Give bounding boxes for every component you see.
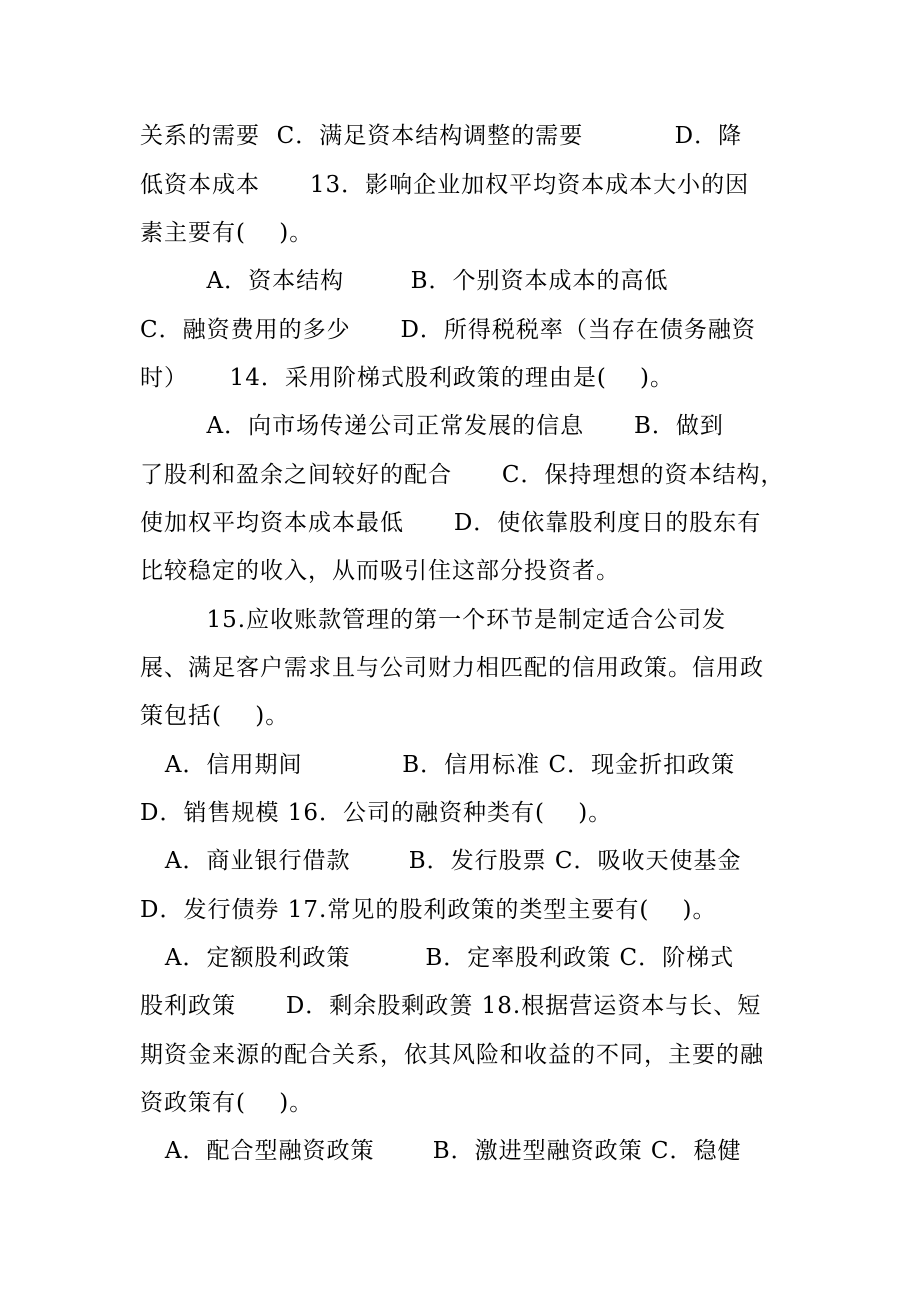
text-line-16: A．商业银行借款 B．发行股票 C．吸收天使基金 [140,848,742,874]
text-line-19: 股利政策 D．剩余股剩政箦 18.根据营运资本与长、短 [140,993,762,1019]
text-line-4: A．资本结构 B．个别资本成本的高低 [140,268,669,294]
text-line-11: 15.应收账款管理的第一个环节是制定适合公司发 [140,607,727,633]
text-line-20: 期资金来源的配合关系，依其风险和收益的不同，主要的融 [140,1042,764,1068]
text-line-8: 了股利和盈余之间较好的配合 C．保持理想的资本结构， [140,462,785,488]
text-line-9: 使加权平均资本成本最低 D．使依靠股利度日的股东有 [140,510,762,536]
text-line-12: 展、满足客户需求且与公司财力相匹配的信用政策。信用政 [140,655,764,681]
text-line-3: 素主要有( )。 [140,220,314,246]
text-line-18: A．定额股利政策 B．定率股利政策 C．阶梯式 [140,945,735,971]
text-line-2: 低资本成本 13．影响企业加权平均资本成本大小的因 [140,172,750,198]
text-line-10: 比较稳定的收入，从而吸引住这部分投资者。 [140,558,620,584]
text-line-6: 时） 14．采用阶梯式股利政策的理由是( )。 [140,365,675,391]
text-line-17: D．发行债券 17.常见的股利政策的类型主要有( )。 [140,897,717,923]
text-line-13: 策包括( )。 [140,703,290,729]
text-line-7: A．向市场传递公司正常发展的信息 B．做到 [140,413,724,439]
text-line-15: D．销售规模 16．公司的融资种类有( )。 [140,800,613,826]
text-line-14: A．信用期间 B．信用标准 C．现金折扣政策 [140,752,736,778]
text-line-1: 关系的需要 C．满足资本结构调整的需要 D．降 [140,123,743,149]
text-line-22: A．配合型融资政策 B．激进型融资政策 C．稳健 [140,1138,742,1164]
text-line-21: 资政策有( )。 [140,1090,314,1116]
text-line-5: C．融资费用的多少 D．所得税税率（当存在债务融资 [140,317,756,343]
